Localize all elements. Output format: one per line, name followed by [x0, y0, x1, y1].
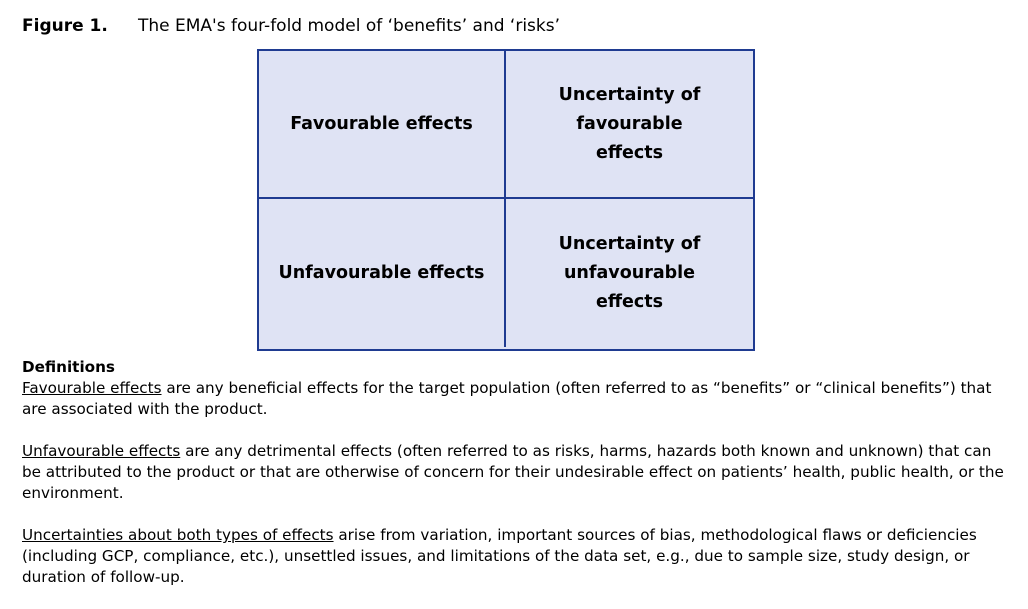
cell-uncertainty-favourable-label: Uncertainty of favourable effects [558, 84, 701, 163]
definition-text: are any detrimental effects (often referred to as risks, harms, hazards both known and unknown) that can be attributed to the product or that are otherwise of concern for their undesirable effect on patients’ health, public health, or the environment. [22, 442, 1004, 502]
cell-uncertainty-unfavourable-label: Uncertainty of unfavourable effects [558, 233, 701, 312]
figure-caption [22, 16, 560, 36]
definition-text: arise from variation, important sources of bias, methodological flaws or deficiencies (including GCP, compliance, etc.), unsettled issues, and limitations of the data set, e.g., due to sample size, study design, or duration of follow-up. [22, 526, 977, 586]
definition-text: are any beneficial effects for the target population (often referred to as “benefits” or “clinical benefits”) that are associated with the product. [22, 379, 992, 418]
cell-unfavourable-effects [259, 199, 506, 347]
definition-uncertainties [22, 525, 1012, 588]
definition-unfavourable [22, 441, 1012, 504]
definition-term: Favourable effects [22, 379, 162, 397]
cell-uncertainty-unfavourable [506, 199, 753, 347]
figure-label: Figure 1. [22, 16, 108, 36]
definition-term: Unfavourable effects [22, 442, 181, 460]
definitions-heading: Definitions [22, 358, 115, 376]
figure-caption-text: The EMA's four-fold model of ‘benefits’ and ‘risks’ [138, 16, 561, 36]
cell-uncertainty-favourable [506, 51, 753, 199]
four-fold-model-grid [257, 49, 755, 351]
cell-favourable-effects-label: Favourable effects [290, 113, 473, 134]
cell-unfavourable-effects-label: Unfavourable effects [278, 262, 485, 283]
definitions-section [22, 357, 1012, 609]
definition-term: Uncertainties about both types of effects [22, 526, 334, 544]
cell-favourable-effects [259, 51, 506, 199]
definition-favourable [22, 378, 1012, 420]
